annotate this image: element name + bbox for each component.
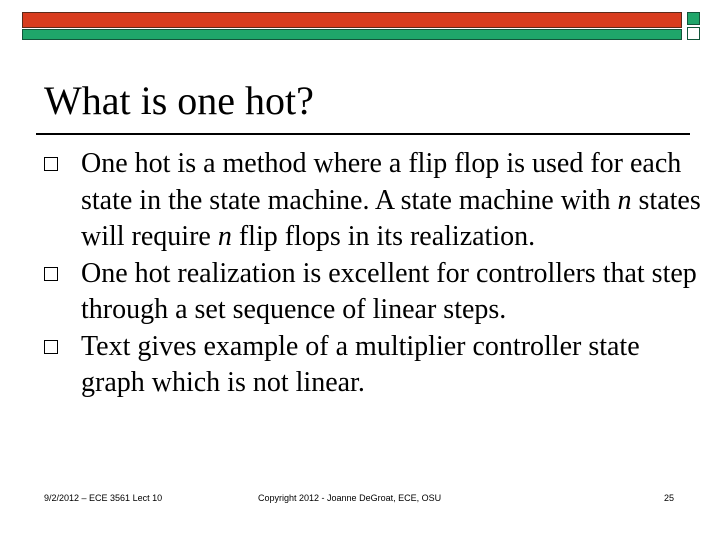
bullet-item <box>44 256 704 329</box>
bullet-text-part: states will require <box>81 184 701 252</box>
hollow-square-bullet-icon <box>44 340 58 354</box>
header-white-square <box>687 27 700 40</box>
bullet-text: One hot realization is excellent for controllers that step through a set sequence of linear steps. <box>81 257 697 325</box>
bullet-text-part: flip flops in its realization. <box>231 221 536 252</box>
footer-copyright: Copyright 2012 - Joanne DeGroat, ECE, OSU <box>258 493 442 503</box>
hollow-square-bullet-icon <box>44 157 58 171</box>
slide-title: What is one hot? <box>44 78 314 123</box>
bullet-item <box>44 329 704 402</box>
hollow-square-bullet-icon <box>44 267 58 281</box>
footer-page-number: 25 <box>664 493 675 503</box>
bullet-item <box>44 146 704 256</box>
variable-n: n <box>617 184 632 216</box>
header-green-bar <box>22 29 682 40</box>
header-red-bar <box>22 12 682 28</box>
bullet-text: Text gives example of a multiplier controller state graph which is not linear. <box>81 330 640 398</box>
footer-date-course: 9/2/2012 – ECE 3561 Lect 10 <box>44 493 163 503</box>
bullet-text-part: One hot is a method where a flip flop is used for each state in the state machine. A state machine with <box>81 148 682 216</box>
header-green-square <box>687 12 700 25</box>
variable-n: n <box>217 221 232 252</box>
bullet-list <box>44 146 704 402</box>
title-divider <box>36 133 690 135</box>
